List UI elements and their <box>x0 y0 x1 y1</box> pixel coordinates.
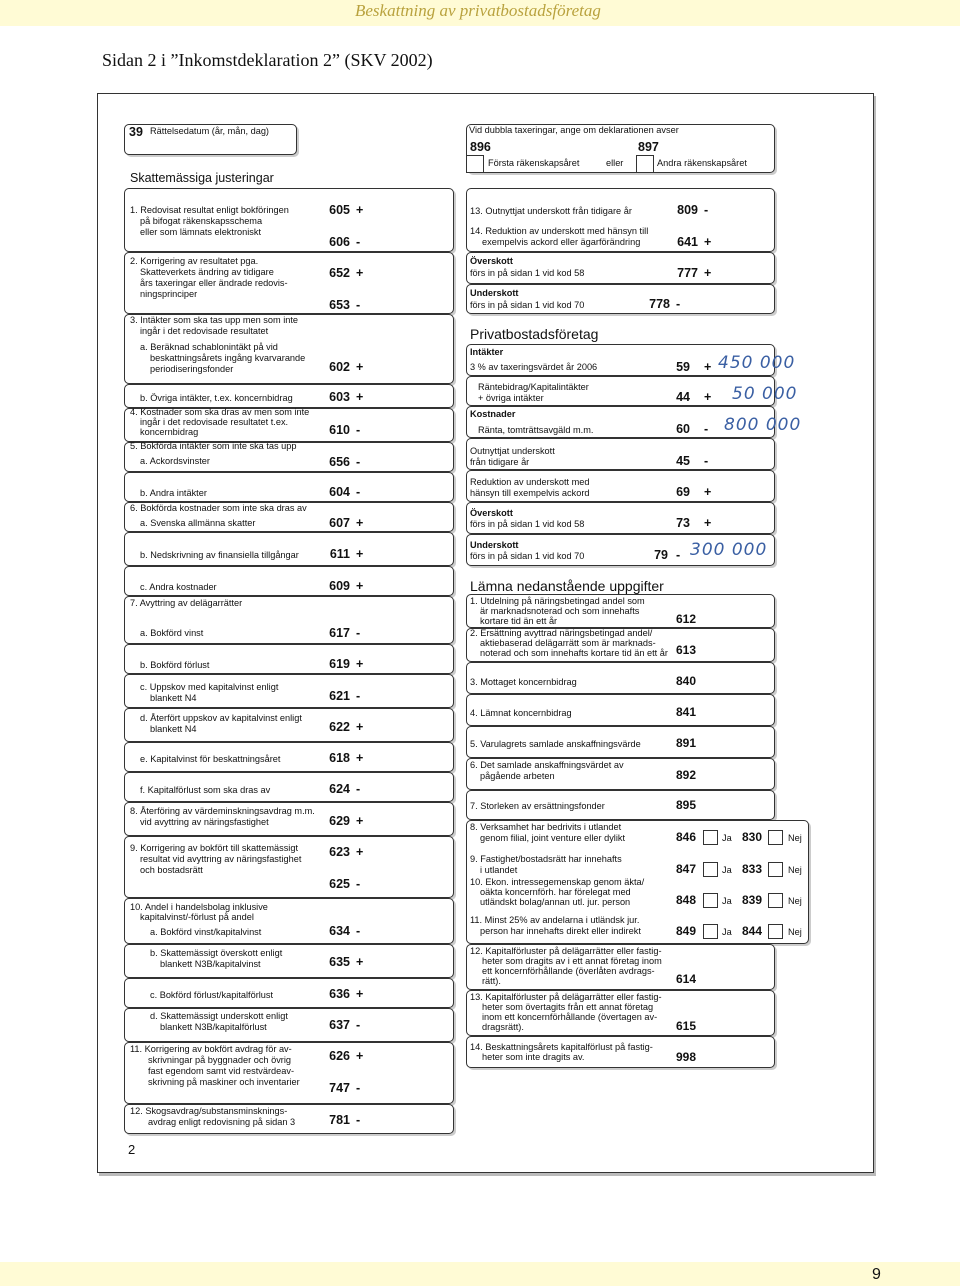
item-7d-label-2: blankett N4 <box>150 724 197 734</box>
footer-band <box>0 1262 960 1286</box>
code-848: 848 <box>676 893 697 907</box>
item-3b-label: b. Övriga intäkter, t.ex. koncernbidrag <box>140 393 293 403</box>
overskott-note: förs in på sidan 1 vid kod 58 <box>470 268 585 278</box>
sign-626: + <box>356 1049 364 1063</box>
item-10d-label: d. Skattemässigt underskott enligt <box>150 1011 288 1021</box>
code-847: 847 <box>676 862 697 876</box>
code-73: 73 <box>676 516 690 530</box>
q10-label: 10. Ekon. intressegemenskap genom äkta/ <box>470 877 645 887</box>
form-page-number: 2 <box>128 1142 136 1157</box>
overskott2-note: förs in på sidan 1 vid kod 58 <box>470 519 585 529</box>
intakter-label: Intäkter <box>470 347 504 357</box>
sign-652: + <box>356 266 364 280</box>
q11-label: 11. Minst 25% av andelarna i utländsk jur. <box>470 915 640 925</box>
q9-yes-checkbox[interactable] <box>703 862 718 877</box>
item-3-label-2: ingår i det redovisade resultatet <box>140 326 269 336</box>
first-year-label: Första räkenskapsåret <box>488 158 580 168</box>
item-13-label: 13. Outnyttjat underskott från tidigare år <box>470 206 632 216</box>
code-621: 621 <box>329 689 350 703</box>
q8-no-label: Nej <box>788 833 802 843</box>
item-6b-label: b. Nedskrivning av finansiella tillgångar <box>140 550 299 560</box>
item-2-label-2: Skatteverkets ändring av tidigare <box>140 267 274 277</box>
q4-label: 4. Lämnat koncernbidrag <box>470 708 572 718</box>
rattelse-code: 39 <box>129 125 143 139</box>
q1-label: 1. Utdelning på näringsbetingad andel som <box>470 596 645 606</box>
sign-641: + <box>704 235 712 249</box>
q14-label-2: heter som inte dragits av. <box>482 1052 585 1062</box>
code-618: 618 <box>329 751 350 765</box>
code-998: 998 <box>676 1050 697 1064</box>
outnyttjat-label: Outnyttjat underskott <box>470 446 555 456</box>
code-612: 612 <box>676 612 697 626</box>
sign-747: - <box>356 1081 361 1095</box>
sign-625: - <box>356 877 361 891</box>
q9-no-label: Nej <box>788 865 802 875</box>
item-10d-label-2: blankett N3B/kapitalförlust <box>160 1022 267 1032</box>
q13-label: 13. Kapitalförluster på delägarrätter eller fastig- <box>470 992 662 1002</box>
q11-no-label: Nej <box>788 927 802 937</box>
q10-no-checkbox[interactable] <box>768 893 783 908</box>
q9-yes-label: Ja <box>722 865 732 875</box>
sign-635: + <box>356 955 364 969</box>
code-892: 892 <box>676 768 697 782</box>
code-778: 778 <box>649 297 670 311</box>
code-626: 626 <box>329 1049 350 1063</box>
item-11-label: 11. Korrigering av bokfört avdrag för av- <box>130 1044 292 1054</box>
q10-yes-label: Ja <box>722 896 732 906</box>
q11-yes-checkbox[interactable] <box>703 924 718 939</box>
q2-label: 2. Ersättning avyttrad näringsbetingad andel/ <box>470 628 653 638</box>
q2-label-2: aktiebaserad delägarrätt som är marknads- <box>480 638 656 648</box>
sign-607: + <box>356 516 364 530</box>
value-44: 50 000 <box>732 384 798 404</box>
item-3a-label-3: periodiseringsfonder <box>150 364 234 374</box>
item-6a-label: a. Svenska allmänna skatter <box>140 518 256 528</box>
privatbostad-title: Privatbostadsföretag <box>470 326 599 342</box>
code-69: 69 <box>676 485 690 499</box>
item-1-label: 1. Redovisat resultat enligt bokföringen <box>130 205 289 215</box>
item-10c-label: c. Bokförd förlust/kapitalförlust <box>150 990 274 1000</box>
code-615: 615 <box>676 1019 697 1033</box>
underskott2-note: förs in på sidan 1 vid kod 70 <box>470 551 585 561</box>
rantebidrag-label: Räntebidrag/Kapitalintäkter <box>478 382 589 392</box>
item-12-label: 12. Skogsavdrag/substansminsknings- <box>130 1106 288 1116</box>
code-656: 656 <box>329 455 350 469</box>
code-777: 777 <box>677 266 698 280</box>
q13-label-3: inom ett koncernförhållande (övertagen av- <box>482 1012 658 1022</box>
q3-label: 3. Mottaget koncernbidrag <box>470 677 577 687</box>
second-year-label: Andra räkenskapsåret <box>657 158 747 168</box>
item-14-label-2: exempelvis ackord eller ägarförändring <box>482 237 641 247</box>
item-11-label-2: skrivningar på byggnader och övrig <box>148 1055 291 1065</box>
reduktion-label: Reduktion av underskott med <box>470 477 590 487</box>
header-title: Beskattning av privatbostadsföretag <box>355 1 601 20</box>
item-4-label: 4. Kostnader som ska dras av men som inte <box>130 407 310 417</box>
sign-656: - <box>356 455 361 469</box>
dual-tax-label: Vid dubbla taxeringar, ange om deklarationen avser <box>469 125 679 135</box>
q1-label-2: är marknadsnoterad och som innehafts <box>480 606 640 616</box>
code-809: 809 <box>677 203 698 217</box>
overskott-label: Överskott <box>470 256 513 266</box>
sign-621: - <box>356 689 361 703</box>
q9-label: 9. Fastighet/bostadsrätt har innehafts <box>470 854 622 864</box>
sign-618: + <box>356 751 364 765</box>
item-2-label: 2. Korrigering av resultatet pga. <box>130 256 259 266</box>
sign-619: + <box>356 657 364 671</box>
item-7b-label: b. Bokförd förlust <box>140 660 210 670</box>
reduktion-label-2: hänsyn till exempelvis ackord <box>470 488 590 498</box>
item-10b-label-2: blankett N3B/kapitalvinst <box>160 959 261 969</box>
q9-no-checkbox[interactable] <box>768 862 783 877</box>
q10-label-3: utländskt bolag/annan utl. jur. person <box>480 897 631 907</box>
code-623: 623 <box>329 845 350 859</box>
sign-73: + <box>704 516 712 530</box>
sign-636: + <box>356 987 364 1001</box>
item-7-label: 7. Avyttring av delägarrätter <box>130 598 243 608</box>
code-45: 45 <box>676 454 690 468</box>
item-3-label: 3. Intäkter som ska tas upp men som inte <box>130 315 299 325</box>
sign-809: - <box>704 203 709 217</box>
code-625: 625 <box>329 877 350 891</box>
sign-781: - <box>356 1113 361 1127</box>
underskott2-label: Underskott <box>470 540 519 550</box>
sign-637: - <box>356 1018 361 1032</box>
q12-label: 12. Kapitalförluster på delägarrätter eller fastig- <box>470 946 662 956</box>
code-610: 610 <box>329 423 350 437</box>
code-895: 895 <box>676 798 697 812</box>
ranta-label: Ränta, tomträttsavgäld m.m. <box>478 425 594 435</box>
item-1-label-2: på bifogat räkenskapsschema <box>140 216 263 226</box>
code-613: 613 <box>676 643 697 657</box>
code-781: 781 <box>329 1113 350 1127</box>
code-609: 609 <box>329 579 350 593</box>
item-9-label: 9. Korrigering av bokfört till skattemässigt <box>130 843 298 853</box>
item-3a-label-2: beskattningsårets ingång kvarvarande <box>150 353 306 363</box>
item-9-label-2: resultat vid avyttring av näringsfastighet <box>140 854 302 864</box>
code-652: 652 <box>329 266 350 280</box>
item-10a-label: a. Bokförd vinst/kapitalvinst <box>150 927 262 937</box>
sign-69: + <box>704 485 712 499</box>
q13-label-2: heter som övertagits från ett annat företag <box>482 1002 654 1012</box>
sign-609: + <box>356 579 364 593</box>
item-2-label-4: ningsprinciper <box>140 289 198 299</box>
sign-653: - <box>356 298 361 312</box>
second-year-checkbox[interactable] <box>636 155 654 173</box>
kostnader-label: Kostnader <box>470 409 516 419</box>
q8-label-2: genom filial, joint venture eller dylikt <box>480 833 626 843</box>
code-606: 606 <box>329 235 350 249</box>
item-4-label-2: ingår i det redovisade resultatet t.ex. <box>140 417 289 427</box>
code-830: 830 <box>742 830 763 844</box>
item-8-label: 8. Återföring av värdeminskningsavdrag m.m. <box>130 806 315 816</box>
q11-yes-label: Ja <box>722 927 732 937</box>
sign-605: + <box>356 203 364 217</box>
code-60: 60 <box>676 422 690 436</box>
item-7a-label: a. Bokförd vinst <box>140 628 204 638</box>
sign-611: + <box>356 547 364 561</box>
q12-label-3: ett koncernförhållande (överlåten avdrags- <box>482 966 655 976</box>
tax3-label: 3 % av taxeringsvärdet år 2006 <box>470 362 598 372</box>
item-9-label-3: och bostadsrätt <box>140 865 203 875</box>
q11-no-checkbox[interactable] <box>768 924 783 939</box>
sign-604: - <box>356 485 361 499</box>
underskott-note: förs in på sidan 1 vid kod 70 <box>470 300 585 310</box>
overskott2-label: Överskott <box>470 508 513 518</box>
sign-60: - <box>704 422 709 436</box>
code-635: 635 <box>329 955 350 969</box>
code-896: 896 <box>470 140 491 154</box>
code-841: 841 <box>676 705 697 719</box>
code-624: 624 <box>329 782 350 796</box>
code-839: 839 <box>742 893 763 907</box>
code-79: 79 <box>654 548 668 562</box>
code-604: 604 <box>329 485 350 499</box>
lamna-title: Lämna nedanstående uppgifter <box>470 578 664 594</box>
item-10-label-2: kapitalvinst/-förlust på andel <box>140 912 254 922</box>
q9-label-2: i utlandet <box>480 865 518 875</box>
code-622: 622 <box>329 720 350 734</box>
code-605: 605 <box>329 203 350 217</box>
q6-label: 6. Det samlade anskaffningsvärdet av <box>470 760 624 770</box>
q7-label: 7. Storleken av ersättningsfonder <box>470 801 605 811</box>
q13-label-4: dragsrätt). <box>482 1022 524 1032</box>
code-833: 833 <box>742 862 763 876</box>
q8-yes-checkbox[interactable] <box>703 830 718 845</box>
q10-label-2: oäkta koncernförh. har förelegat med <box>480 887 631 897</box>
q8-yes-label: Ja <box>722 833 732 843</box>
q6-label-2: pågående arbeten <box>480 771 555 781</box>
outnyttjat-label-2: från tidigare år <box>470 457 530 467</box>
item-11-label-4: skrivning på maskiner och inventarier <box>148 1077 300 1087</box>
item-7d-label: d. Återfört uppskov av kapitalvinst enligt <box>140 713 302 723</box>
code-637: 637 <box>329 1018 350 1032</box>
item-7f-label: f. Kapitalförlust som ska dras av <box>140 785 271 795</box>
item-10b-label: b. Skattemässigt överskott enligt <box>150 948 283 958</box>
sign-610: - <box>356 423 361 437</box>
code-607: 607 <box>329 516 350 530</box>
sign-606: - <box>356 235 361 249</box>
code-611: 611 <box>329 547 350 561</box>
sign-629: + <box>356 814 364 828</box>
item-7e-label: e. Kapitalvinst för beskattningsåret <box>140 754 281 764</box>
item-6-label: 6. Bokförda kostnader som inte ska dras av <box>130 503 307 513</box>
item-5b-label: b. Andra intäkter <box>140 488 207 498</box>
code-634: 634 <box>329 924 350 938</box>
or-label: eller <box>606 158 624 168</box>
q12-label-4: rätt). <box>482 976 501 986</box>
q11-label-2: person har innehafts direkt eller indirekt <box>480 926 641 936</box>
item-14-label: 14. Reduktion av underskott med hänsyn till <box>470 226 649 236</box>
sign-617: - <box>356 626 361 640</box>
item-5-label: 5. Bokförda intäkter som inte ska tas upp <box>130 441 297 451</box>
item-11-label-3: fast egendom samt vid restvärdeav- <box>148 1066 295 1076</box>
code-641: 641 <box>677 235 698 249</box>
underskott-label: Underskott <box>470 288 519 298</box>
value-59: 450 000 <box>718 353 796 373</box>
q1-label-3: kortare tid än ett år <box>480 616 558 626</box>
code-747: 747 <box>329 1081 350 1095</box>
left-box-6b <box>124 532 454 566</box>
section-title: Skattemässiga justeringar <box>130 171 274 185</box>
q5-label: 5. Varulagrets samlade anskaffningsvärde <box>470 739 641 749</box>
sign-59: + <box>704 360 712 374</box>
code-636: 636 <box>329 987 350 1001</box>
item-2-label-3: års taxeringar eller ändrade redovis- <box>140 278 288 288</box>
code-653: 653 <box>329 298 350 312</box>
first-year-checkbox[interactable] <box>466 155 484 173</box>
sign-777: + <box>704 266 712 280</box>
q2-label-3: noterad och som innehafts kortare tid än ett år <box>480 648 668 658</box>
item-4-label-3: koncernbidrag <box>140 427 199 437</box>
code-849: 849 <box>676 924 697 938</box>
sign-624: - <box>356 782 361 796</box>
item-12-label-2: avdrag enligt redovisning på sidan 3 <box>148 1117 296 1127</box>
item-3a-label: a. Beräknad schablonintäkt på vid <box>140 342 278 352</box>
code-614: 614 <box>676 972 697 986</box>
sign-634: - <box>356 924 361 938</box>
q8-no-checkbox[interactable] <box>768 830 783 845</box>
code-44: 44 <box>676 390 690 404</box>
sign-603: + <box>356 390 364 404</box>
sign-623: + <box>356 845 364 859</box>
ovriga-label: + övriga intäkter <box>478 393 544 403</box>
value-79: 300 000 <box>690 540 768 560</box>
item-10-label: 10. Andel i handelsbolag inklusive <box>130 902 268 912</box>
page-number: 9 <box>872 1266 881 1283</box>
code-840: 840 <box>676 674 697 688</box>
item-1-label-3: eller som lämnats elektroniskt <box>140 227 262 237</box>
code-846: 846 <box>676 830 697 844</box>
item-7c-label: c. Uppskov med kapitalvinst enligt <box>140 682 279 692</box>
code-617: 617 <box>329 626 350 640</box>
code-59: 59 <box>676 360 690 374</box>
sign-79: - <box>676 548 681 562</box>
sign-44: + <box>704 390 712 404</box>
q10-no-label: Nej <box>788 896 802 906</box>
item-8-label-2: vid avyttring av näringsfastighet <box>140 817 269 827</box>
item-5a-label: a. Ackordsvinster <box>140 456 210 466</box>
sign-622: + <box>356 720 364 734</box>
q8-label: 8. Verksamhet har bedrivits i utlandet <box>470 822 622 832</box>
q10-yes-checkbox[interactable] <box>703 893 718 908</box>
value-60: 800 000 <box>724 415 802 435</box>
sign-602: + <box>356 360 364 374</box>
sign-778: - <box>676 297 681 311</box>
page-heading: Sidan 2 i ”Inkomstdeklaration 2” (SKV 2002) <box>102 50 433 70</box>
sign-45: - <box>704 454 709 468</box>
q12-label-2: heter som dragits av i ett annat företag inom <box>482 956 662 966</box>
item-7c-label-2: blankett N4 <box>150 693 197 703</box>
code-891: 891 <box>676 736 697 750</box>
code-602: 602 <box>329 360 350 374</box>
q14-label: 14. Beskattningsårets kapitalförlust på fastig- <box>470 1042 653 1052</box>
item-6c-label: c. Andra kostnader <box>140 582 217 592</box>
code-897: 897 <box>638 140 659 154</box>
rattelse-label: Rättelsedatum (år, mån, dag) <box>150 126 269 136</box>
code-629: 629 <box>329 814 350 828</box>
code-844: 844 <box>742 924 763 938</box>
code-619: 619 <box>329 657 350 671</box>
code-603: 603 <box>329 390 350 404</box>
